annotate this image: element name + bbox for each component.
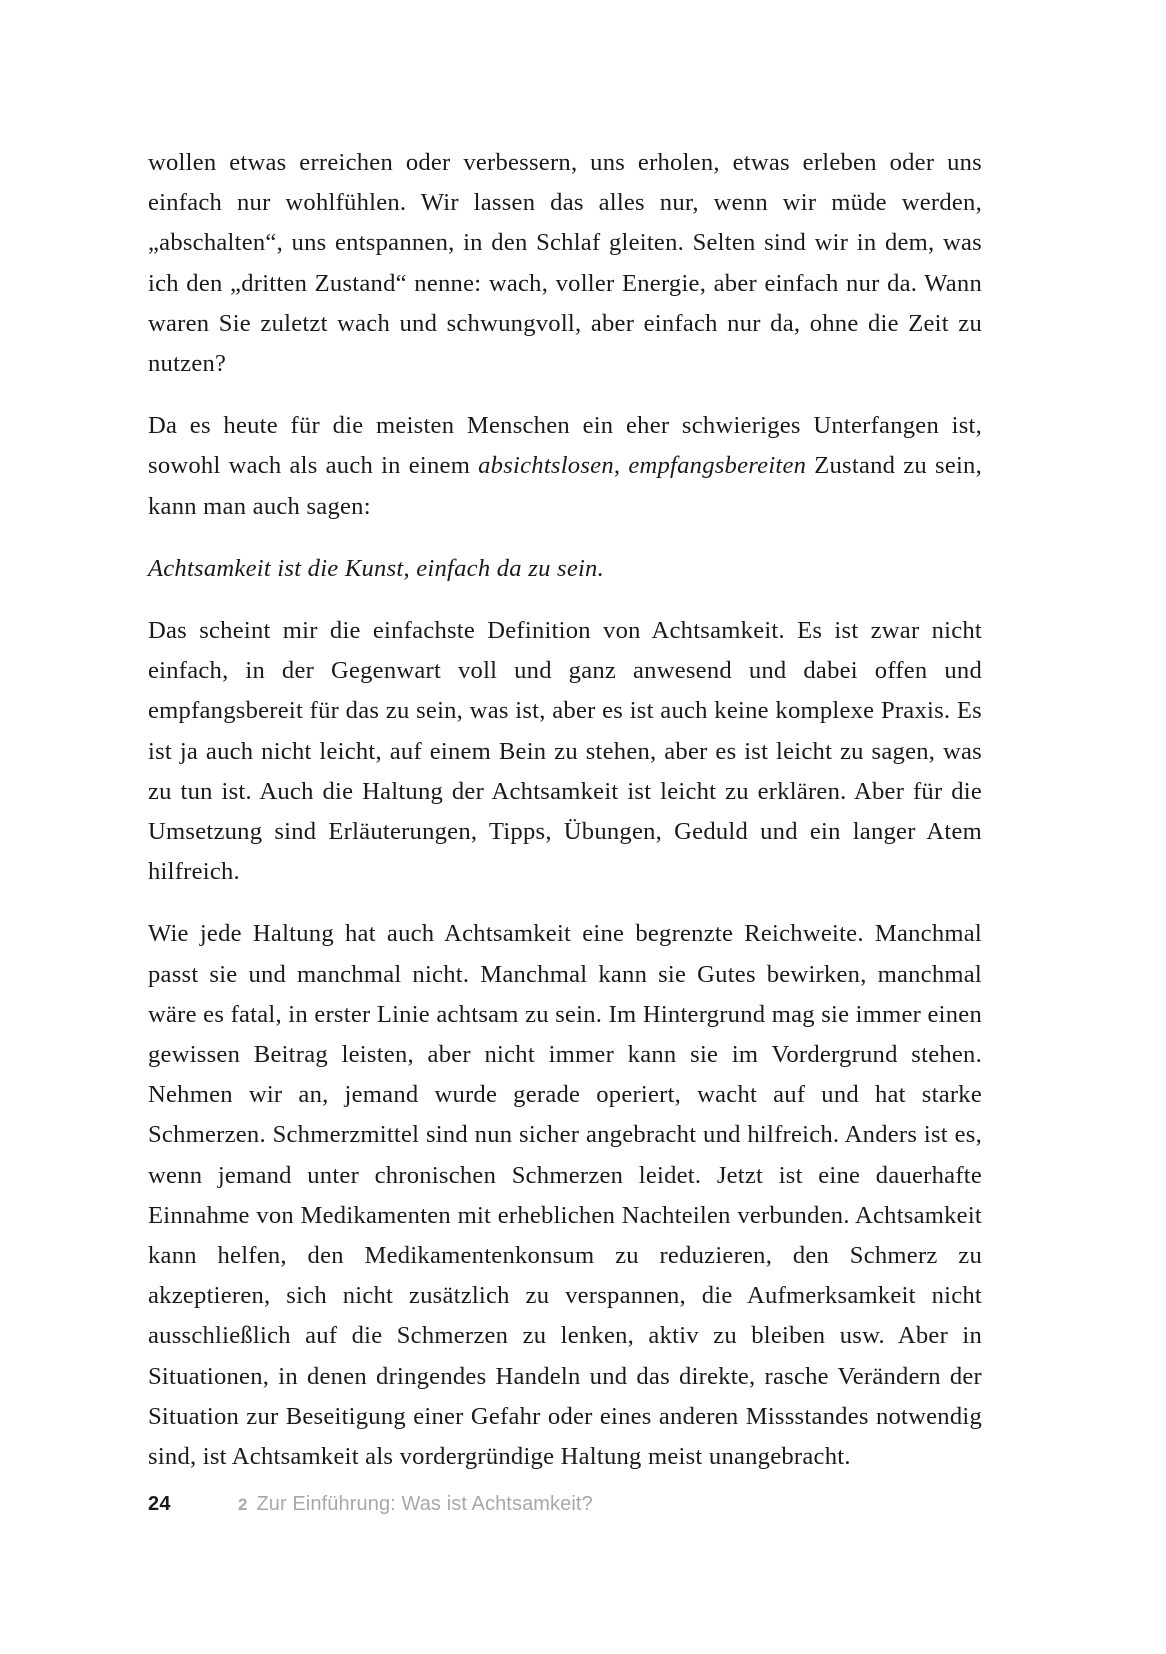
running-head-chapter-title: Zur Einführung: Was ist Achtsamkeit? <box>256 1493 593 1515</box>
folio-page-number: 24 <box>148 1493 171 1515</box>
emphasis-absichtslosen-empfangsbereiten: absichtslosen, empfangsbereiten <box>478 452 807 480</box>
paragraph-2-lead: Da es heute für die meisten Menschen ein eher schwieriges Unterfangen ist, sowohl wach als auch in einem <box>148 412 982 480</box>
paragraph-4: Das scheint mir die einfachste Definition von Achtsamkeit. Es ist zwar nicht einfach, in der Gegenwart voll und ganz anwesend und dabei offen und empfangsbereit für das zu sein, was ist, aber es ist auch keine komplexe Praxis. Es ist ja auch nicht leicht, auf einem Bein zu stehen, aber es ist leicht zu sagen, was zu tun ist. Auch die Haltung der Achtsamkeit ist leicht zu erklären. Aber für die Umsetzung sind Erläuterungen, Tipps, Übungen, Geduld und ein langer Atem hilfreich. <box>148 617 982 886</box>
paragraph-2 <box>148 406 982 527</box>
paragraph-2-tail: Zustand zu sein, kann man auch sagen: <box>148 452 982 520</box>
running-head-chapter-number: 2 <box>238 1495 248 1514</box>
paragraph-1: wollen etwas erreichen oder verbessern, uns erholen, etwas erleben oder uns einfach nur wohlfühlen. Wir lassen das alles nur, wenn wir müde werden, „abschalten“, uns entspannen, in den Schlaf gleiten. Selten sind wir in dem, was ich den „dritten Zustand“ nenne: wach, voller Energie, aber einfach nur da. Wann waren Sie zuletzt wach und schwungvoll, aber einfach nur da, ohne die Zeit zu nutzen? <box>148 149 982 378</box>
running-head <box>238 1493 593 1516</box>
page-text-body <box>148 143 982 1477</box>
paragraph-5: Wie jede Haltung hat auch Achtsamkeit eine begrenzte Reichweite. Manchmal passt sie und manchmal nicht. Manchmal kann sie Gutes bewirken, manchmal wäre es fatal, in erster Linie achtsam zu sein. Im Hintergrund mag sie immer einen gewissen Beitrag leisten, aber nicht immer kann sie im Vordergrund stehen. Nehmen wir an, jemand wurde gerade operiert, wacht auf und hat starke Schmerzen. Schmerzmittel sind nun sicher angebracht und hilfreich. Anders ist es, wenn jemand unter chronischen Schmerzen leidet. Jetzt ist eine dauerhafte Einnahme von Medikamenten mit erheblichen Nachteilen verbunden. Achtsamkeit kann helfen, den Medikamentenkonsum zu reduzieren, den Schmerz zu akzeptieren, sich nicht zusätzlich zu verspannen, die Aufmerksamkeit nicht ausschließlich auf die Schmerzen zu lenken, aktiv zu bleiben usw. Aber in Situationen, in denen dringendes Handeln und das direkte, rasche Verändern der Situation zur Beseitigung einer Gefahr oder eines anderen Missstandes notwendig sind, ist Achtsamkeit als vordergründige Haltung meist unangebracht. <box>148 920 982 1471</box>
definition-statement: Achtsamkeit ist die Kunst, einfach da zu sein. <box>148 554 604 582</box>
page-footer <box>148 1493 982 1516</box>
